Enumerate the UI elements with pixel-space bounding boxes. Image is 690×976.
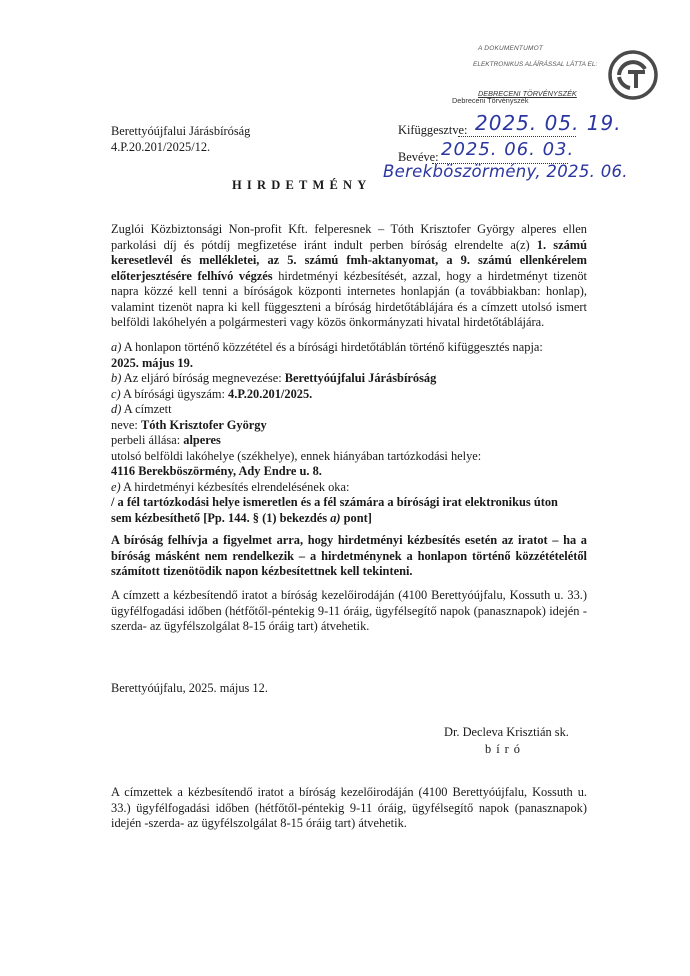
address-value: 4116 Berekböszörmény, Ady Endre u. 8. xyxy=(111,464,322,478)
stamp-court-name: DEBRECENI TÖRVÉNYSZÉK xyxy=(478,89,577,98)
footer-paragraph: A címzettek a kézbesítendő iratot a bíróság kezelőirodáján (4100 Berettyóújfalu, Kossuth u. 33.) ügyfélfogadási időben (hétfőtől-péntekig 9-11 óráig, ügyfélsegítő napok (panasznapok) idején -szerda- az ügyfélszolgálat 8-15 óráig tart) átvehetik. xyxy=(111,785,587,830)
reason-line-1 xyxy=(111,495,591,511)
name-label: neve: xyxy=(111,417,141,432)
reason-text-2-italic: a) xyxy=(330,510,341,525)
detail-d-letter: d) xyxy=(111,402,122,416)
signatory-name: Dr. Decleva Krisztián sk. xyxy=(444,725,569,739)
received-label: Bevéve: xyxy=(398,150,439,164)
name-value: Tóth Krisztofer György xyxy=(140,417,267,432)
detail-e-letter: e) xyxy=(111,479,121,494)
posted-dotted-line xyxy=(458,136,576,137)
stamp-line2: ELEKTRONIKUS ALÁÍRÁSSAL LÁTTA EL: xyxy=(473,61,598,68)
addressee-role xyxy=(111,433,591,449)
stamp-line1: A DOKUMENTUMOT xyxy=(478,45,544,52)
document-title: HIRDETMÉNY xyxy=(232,178,372,192)
detail-c xyxy=(111,387,591,403)
place-and-date: Berettyóújfalu, 2025. május 12. xyxy=(111,681,268,695)
role-value: alperes xyxy=(183,433,221,447)
detail-a xyxy=(111,340,591,356)
address-label: utolsó belföldi lakóhelye (székhelye), ennek hiányában tartózkodási helye: xyxy=(111,448,482,463)
address-value-row xyxy=(111,464,591,480)
detail-a-text: A honlapon történő közzététel és a bírósági hirdetőtáblán történő kifüggesztés napja: xyxy=(121,340,543,354)
detail-c-text: A bírósági ügyszám: xyxy=(120,386,229,401)
notice-paragraph: A bíróság felhívja a figyelmet arra, hogy hirdetményi kézbesítés esetén az iratot – ha a bíróság másként nem rendelkezik – a hirdetménynek a honlapon történő közzétételétől számított tizenötödik napon kézbesítettnek kell tekinteni. xyxy=(111,533,587,578)
publication-date: 2025. május 19. xyxy=(111,355,193,370)
intro-paragraph xyxy=(111,222,587,331)
court-seal-logo-icon xyxy=(608,50,658,100)
detail-e-text: A hirdetményi kézbesítés elrendelésének oka: xyxy=(120,479,350,494)
detail-b xyxy=(111,371,591,387)
intro-text-2: hirdetményi kézbesítését, azzal, hogy a hirdetményt tizenöt napra közzé kell tenni a bíróságok központi internetes honlapján (a továbbiakban: honlap), valamint tizenöt napra ki kell függeszteni a bíróság hirdetőtáblájára és a címzett utolsó ismert belföldi lakóhelyén a polgármesteri vagy közös önkormányzati hivatal hirdetőtáblájára. xyxy=(111,268,587,329)
court-name: Berettyóújfalui Járásbíróság xyxy=(111,124,251,138)
court-header xyxy=(111,123,250,155)
reason-text-1: / a fél tartózkodási helye ismeretlen és a fél számára a bírósági irat elektronikus úton xyxy=(111,495,558,509)
handwritten-note: Berekböszörmény, 2025. 06. xyxy=(383,162,628,181)
detail-b-text: Az eljáró bíróság megnevezése: xyxy=(121,371,285,385)
detail-e xyxy=(111,480,591,496)
stamp-court-name-plain: Debreceni Törvényszék xyxy=(452,96,529,105)
reason-text-2b: pont] xyxy=(340,510,372,525)
detail-d xyxy=(111,402,591,418)
intro-text-1: Zuglói Közbiztonsági Non-profit Kft. felperesnek – Tóth Krisztofer György alperes ellen parkolási díj és pótdíj megfizetése iránt indult perben bíróság elrendelte a(z) xyxy=(111,222,587,252)
detail-a-letter: a) xyxy=(111,340,122,354)
pickup-paragraph: A címzett a kézbesítendő iratot a bíróság kezelőirodáján (4100 Berettyóújfalu, Kossuth u. 33.) ügyfélfogadási időben (hétfőtől-péntekig 9-11 óráig, ügyfélsegítő napok (panasznapok) idején -szerda- az ügyfélszolgálat 8-15 óráig tart) átvehetik. xyxy=(111,588,587,633)
received-date-handwritten: 2025. 06. 03. xyxy=(441,139,575,160)
role-label: perbeli állása: xyxy=(111,433,184,447)
case-number: 4.P.20.201/2025. xyxy=(228,386,313,401)
reason-line-2 xyxy=(111,511,591,527)
detail-d-text: A címzett xyxy=(121,402,172,416)
intro-documents: 1. számú keresetlevél és mellékletei, az 5. számú fmh-aktanyomat, a 9. számú ellenkérelem előterjesztésére felhívó végzés xyxy=(111,237,588,283)
detail-c-letter: c) xyxy=(111,386,121,401)
details-block xyxy=(111,340,591,526)
detail-a-value xyxy=(111,356,591,372)
posted-date-handwritten: 2025. 05. 19. xyxy=(475,111,622,135)
detail-b-letter: b) xyxy=(111,371,122,385)
case-reference: 4.P.20.201/2025/12. xyxy=(111,140,211,154)
reason-text-2a: sem kézbesíthető [Pp. 144. § (1) bekezdés xyxy=(111,510,331,525)
signatory-role: bíró xyxy=(485,742,525,756)
addressee-name xyxy=(111,418,591,434)
acting-court: Berettyóújfalui Járásbíróság xyxy=(284,371,437,385)
posted-label: Kifüggesztve: xyxy=(398,123,468,137)
